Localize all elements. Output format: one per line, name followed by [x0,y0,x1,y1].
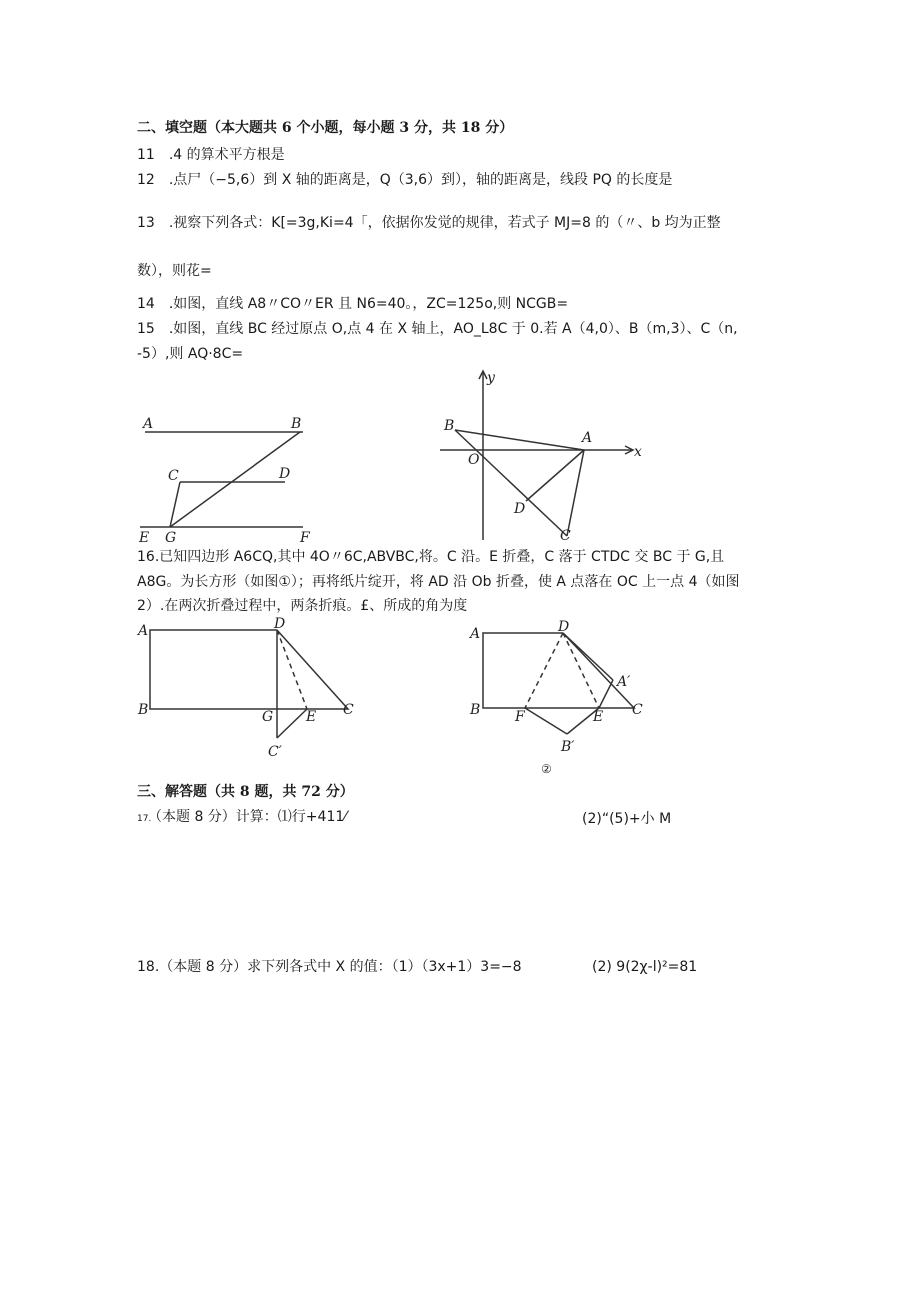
label-a: A [582,430,593,446]
label-b: B [291,416,302,432]
label-b: B [470,702,481,718]
question-12: 12 .点尸（−5,6）到 X 轴的距离是，Q（3,6）到），轴的距离是，线段 PQ 的长度是 [137,172,673,188]
segment-a-prime-e [599,680,613,708]
trapezoid-abcd [483,633,634,708]
section-2-heading: 二、填空题（本大题共 6 个小题，每小题 3 分，共 18 分） [137,120,514,136]
label-e: E [593,709,604,725]
question-14: 14 .如图，直线 A8〃CO〃ER 且 N6=40。，ZC=125o,则 NCGB= [137,296,569,312]
label-e: E [306,709,317,725]
label-c: C [632,702,643,718]
figure-coordinate-plane [437,368,647,543]
label-d: D [279,466,291,482]
label-f: F [300,530,310,546]
question-15-line-2: -5）,则 AQ·8C= [137,346,244,362]
question-15-line-1: 15 .如图，直线 BC 经过原点 O,点 4 在 X 轴上，AO_L8C 于 0.若 A（4,0）、B（m,3）、C（n, [137,321,738,337]
figure-fold-2 [467,618,682,778]
label-y: y [487,370,495,386]
label-c: C [560,528,571,544]
figure-fold-1 [135,616,365,765]
segment-fb-prime [525,708,567,734]
label-e: E [139,530,150,546]
label-b-prime: B′ [561,739,575,755]
label-a: A [138,623,149,639]
section-3-heading: 三、解答题（共 8 题，共 72 分） [137,784,354,800]
label-c-prime: C′ [268,744,282,760]
label-o: O [468,452,480,468]
question-11: 11 .4 的算术平方根是 [137,147,285,163]
label-a: A [470,626,481,642]
question-17-part-2: (2)“(5)+小 M [582,811,672,827]
segment-bc [455,430,567,536]
question-18-part-2: (2) 9(2χ-l)²=81 [592,959,698,975]
segment-da-prime [563,633,613,680]
question-17-number: 17. [137,814,152,824]
crease-de [277,630,307,709]
crease-de [563,633,599,708]
label-d: D [558,619,570,635]
figure-number: ② [541,762,552,776]
question-16-line-1: 16.已知四边形 A6CQ,其中 4O〃6C,ABVBC,将。C 沿。E 折叠，C 落于 CTDC 交 BC 于 G,且 [137,549,725,565]
label-g: G [262,709,274,725]
segment-ba [455,430,584,450]
question-16-line-3: 2）.在两次折叠过程中，两条折痕。£、所成的角为度 [137,598,468,614]
question-16-line-2: A8G。为长方形（如图①）；再将纸片绽开，将 AD 沿 Ob 折叠，使 A 点落在 OC 上一点 4（如图 [137,574,740,590]
label-d: D [514,501,526,517]
label-a: A [143,416,154,432]
crease-df [525,633,563,708]
figure-parallel-lines [135,410,315,546]
label-b: B [138,702,149,718]
question-13-line-1: 13 .视察下列各式：K[=3g,Ki=4「，依据你发觉的规律，若式子 MJ=8 的（〃、b 均为正整 [137,215,721,231]
trapezoid-abcd [150,630,348,709]
label-f: F [515,709,525,725]
label-b: B [444,418,455,434]
segment-ec-prime [277,709,307,738]
label-x: x [634,444,642,460]
question-17-part-1: （本题 8 分）计算：⑴行+411⁄ [148,809,347,825]
label-g: G [165,530,177,546]
label-d: D [274,616,286,632]
label-c: C [343,702,354,718]
label-c: C [168,468,179,484]
question-18-part-1: 18.（本题 8 分）求下列各式中 X 的值：（1）（3x+1）3=−8 [137,959,522,975]
question-13-line-2: 数），则花= [137,263,212,279]
label-a-prime: A′ [617,674,631,690]
